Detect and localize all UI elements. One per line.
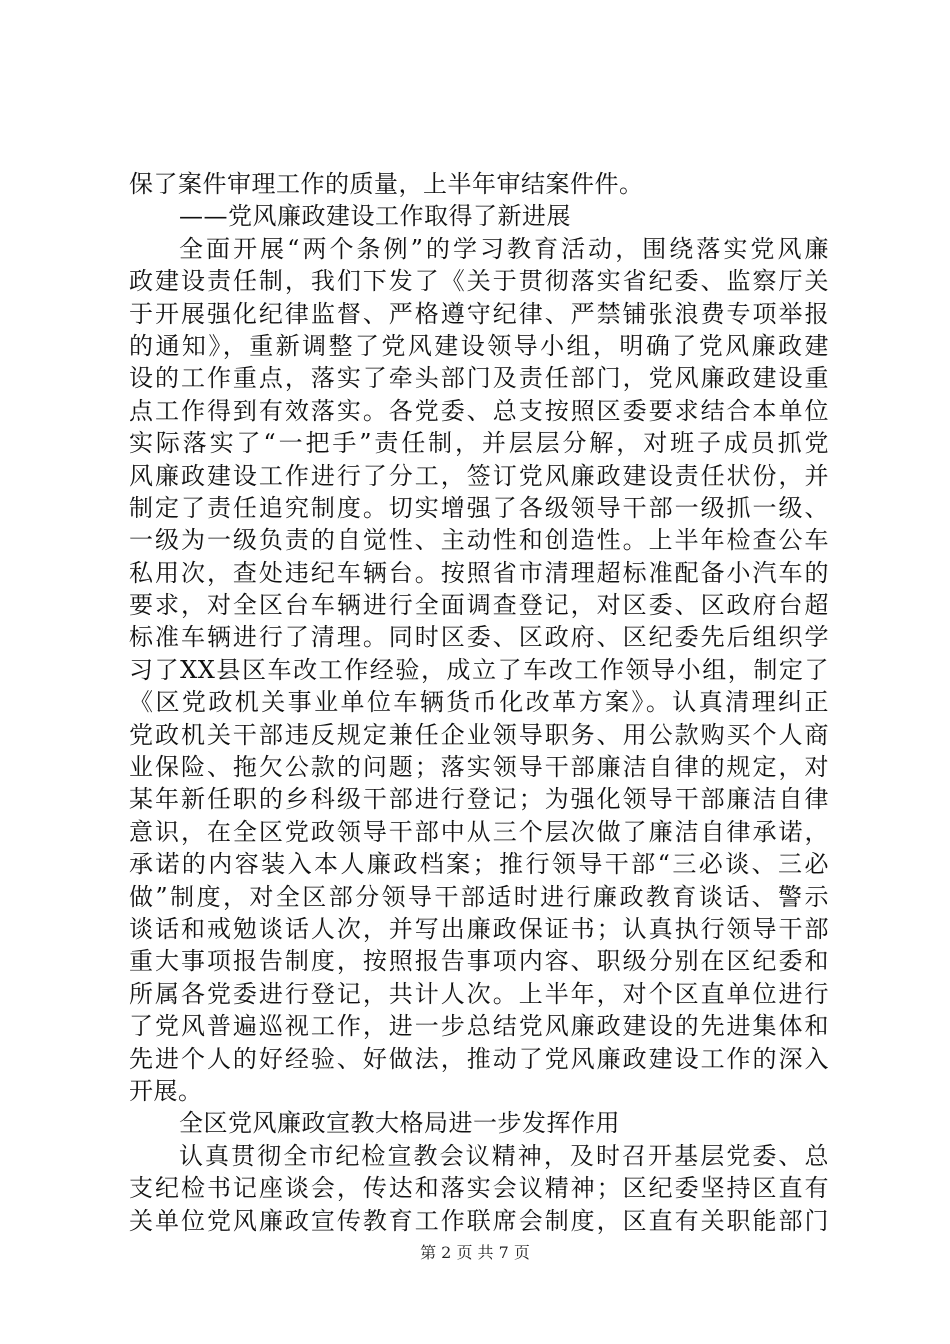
body-text bbox=[129, 168, 829, 1237]
text-line: 风廉政建设工作进行了分工，签订党风廉政建设责任状份，并 bbox=[129, 461, 829, 490]
text-line: 了党风普遍巡视工作，进一步总结党风廉政建设的先进集体和 bbox=[129, 1012, 829, 1041]
text-line: 标准车辆进行了清理。同时区委、区政府、区纪委先后组织学 bbox=[129, 623, 829, 652]
text-line: 私用次，查处违纪车辆台。按照省市清理超标准配备小汽车的 bbox=[129, 558, 829, 587]
text-line: 要求，对全区台车辆进行全面调查登记，对区委、区政府台超 bbox=[129, 591, 829, 620]
text-line: 所属各党委进行登记，共计人次。上半年，对个区直单位进行 bbox=[129, 979, 829, 1008]
text-line: 承诺的内容装入本人廉政档案；推行领导干部“三必谈、三必 bbox=[129, 850, 829, 879]
text-line: 支纪检书记座谈会，传达和落实会议精神；区纪委坚持区直有 bbox=[129, 1174, 829, 1203]
text-line: 于开展强化纪律监督、严格遵守纪律、严禁铺张浪费专项举报 bbox=[129, 299, 829, 328]
text-line: 业保险、拖欠公款的问题；落实领导干部廉洁自律的规定，对 bbox=[129, 753, 829, 782]
text-line: 习了XX县区车改工作经验，成立了车改工作领导小组，制定了 bbox=[129, 655, 829, 684]
page-footer: 第 2 页 共 7 页 bbox=[420, 1243, 530, 1262]
text-line: 党政机关干部违反规定兼任企业领导职务、用公款购买个人商 bbox=[129, 720, 829, 749]
text-line: 保了案件审理工作的质量，上半年审结案件件。 bbox=[129, 170, 644, 198]
text-line: 做”制度，对全区部分领导干部适时进行廉政教育谈话、警示 bbox=[129, 882, 829, 911]
text-line: 开展。 bbox=[129, 1076, 203, 1105]
text-line: 认真贯彻全市纪检宣教会议精神，及时召开基层党委、总 bbox=[179, 1141, 829, 1170]
text-line: 制定了责任追究制度。切实增强了各级领导干部一级抓一级、 bbox=[129, 493, 829, 522]
text-line: 一级为一级负责的自觉性、主动性和创造性。上半年检查公车 bbox=[129, 526, 829, 555]
text-line: 先进个人的好经验、好做法，推动了党风廉政建设工作的深入 bbox=[129, 1044, 829, 1073]
text-line: 关单位党风廉政宣传教育工作联席会制度，区直有关职能部门 bbox=[129, 1206, 829, 1235]
text-line: 谈话和戒勉谈话人次，并写出廉政保证书；认真执行领导干部 bbox=[129, 914, 829, 943]
text-line: 点工作得到有效落实。各党委、总支按照区委要求结合本单位 bbox=[129, 396, 829, 425]
text-line: 重大事项报告制度，按照报告事项内容、职级分别在区纪委和 bbox=[129, 947, 829, 976]
text-line: 《区党政机关事业单位车辆货币化改革方案》。认真清理纠正 bbox=[129, 688, 829, 717]
text-line: 某年新任职的乡科级干部进行登记；为强化领导干部廉洁自律 bbox=[129, 785, 829, 814]
text-line: 全区党风廉政宣教大格局进一步发挥作用 bbox=[179, 1109, 620, 1138]
text-line: 政建设责任制，我们下发了《关于贯彻落实省纪委、监察厅关 bbox=[129, 267, 829, 296]
text-line: ——党风廉政建设工作取得了新进展 bbox=[179, 202, 571, 231]
text-line: 全面开展“两个条例”的学习教育活动，围绕落实党风廉 bbox=[179, 234, 829, 263]
text-line: 的通知》，重新调整了党风建设领导小组，明确了党风廉政建 bbox=[129, 331, 829, 360]
text-line: 意识，在全区党政领导干部中从三个层次做了廉洁自律承诺， bbox=[129, 817, 829, 846]
text-line: 设的工作重点，落实了牵头部门及责任部门，党风廉政建设重 bbox=[129, 364, 829, 393]
text-line: 实际落实了“一把手”责任制，并层层分解，对班子成员抓党 bbox=[129, 429, 829, 458]
